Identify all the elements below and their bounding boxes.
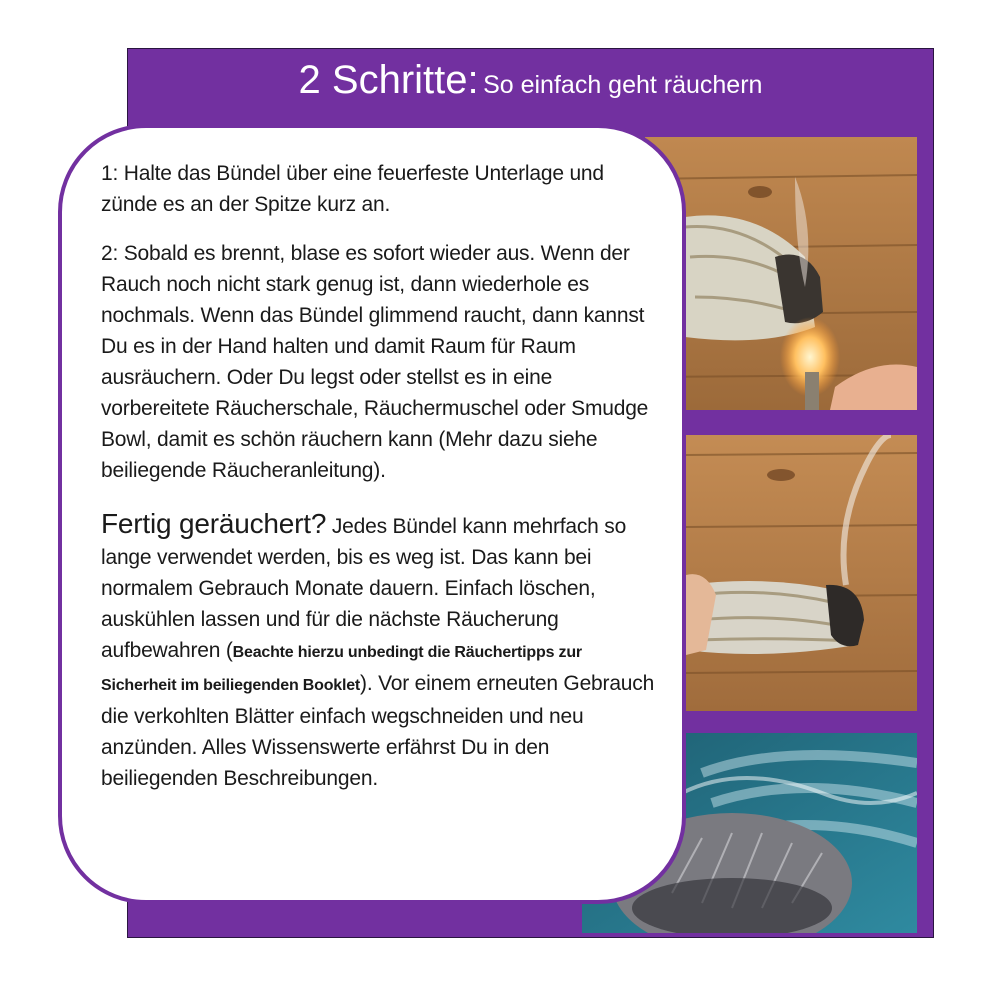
fertig-text-2: ). Vor einem erneuten Gebrauch die verkohlten Blätter einfach wegschneiden und neu anzünden. Alles Wissenswerte erfährst Du in den beiliegenden Beschreibungen. [101,672,655,790]
instructions-text [101,158,661,794]
step-1: 1: Halte das Bündel über eine feuerfeste Unterlage und zünde es an der Spitze kurz an. [101,162,604,216]
fertig-text-1: Jedes Bündel kann mehrfach so lange verwendet werden, bis es weg ist. Das kann bei normalem Gebrauch Monate dauern. Einfach löschen, auskühlen lassen und für die nächste Räucherung aufbewahren ( [101,515,627,662]
fertig-paragraph [101,508,661,794]
safety-note: Beachte hierzu unbedingt die Räuchertipps zur Sicherheit im beiliegenden Booklet [101,644,582,694]
fertig-heading: Fertig geräuchert? [101,508,327,539]
title-main: 2 Schritte: [298,58,479,102]
step-2: 2: Sobald es brennt, blase es sofort wieder aus. Wenn der Rauch noch nicht stark genug ist, dann wiederhole es nochmals. Wenn das Bündel glimmend raucht, dann kannst Du es in der Hand halten und damit Raum für Raum ausräuchern. Oder Du legst oder stellst es in eine vorbereitete Räucherschale, Räuchermuschel oder Smudge Bowl, damit es schön räuchern kann (Mehr dazu siehe beiliegende Räucheranleitung). [101,242,649,482]
photo-smoking-bundle [686,435,917,711]
page-title [127,58,934,103]
title-sub: So einfach geht räuchern [483,71,763,99]
